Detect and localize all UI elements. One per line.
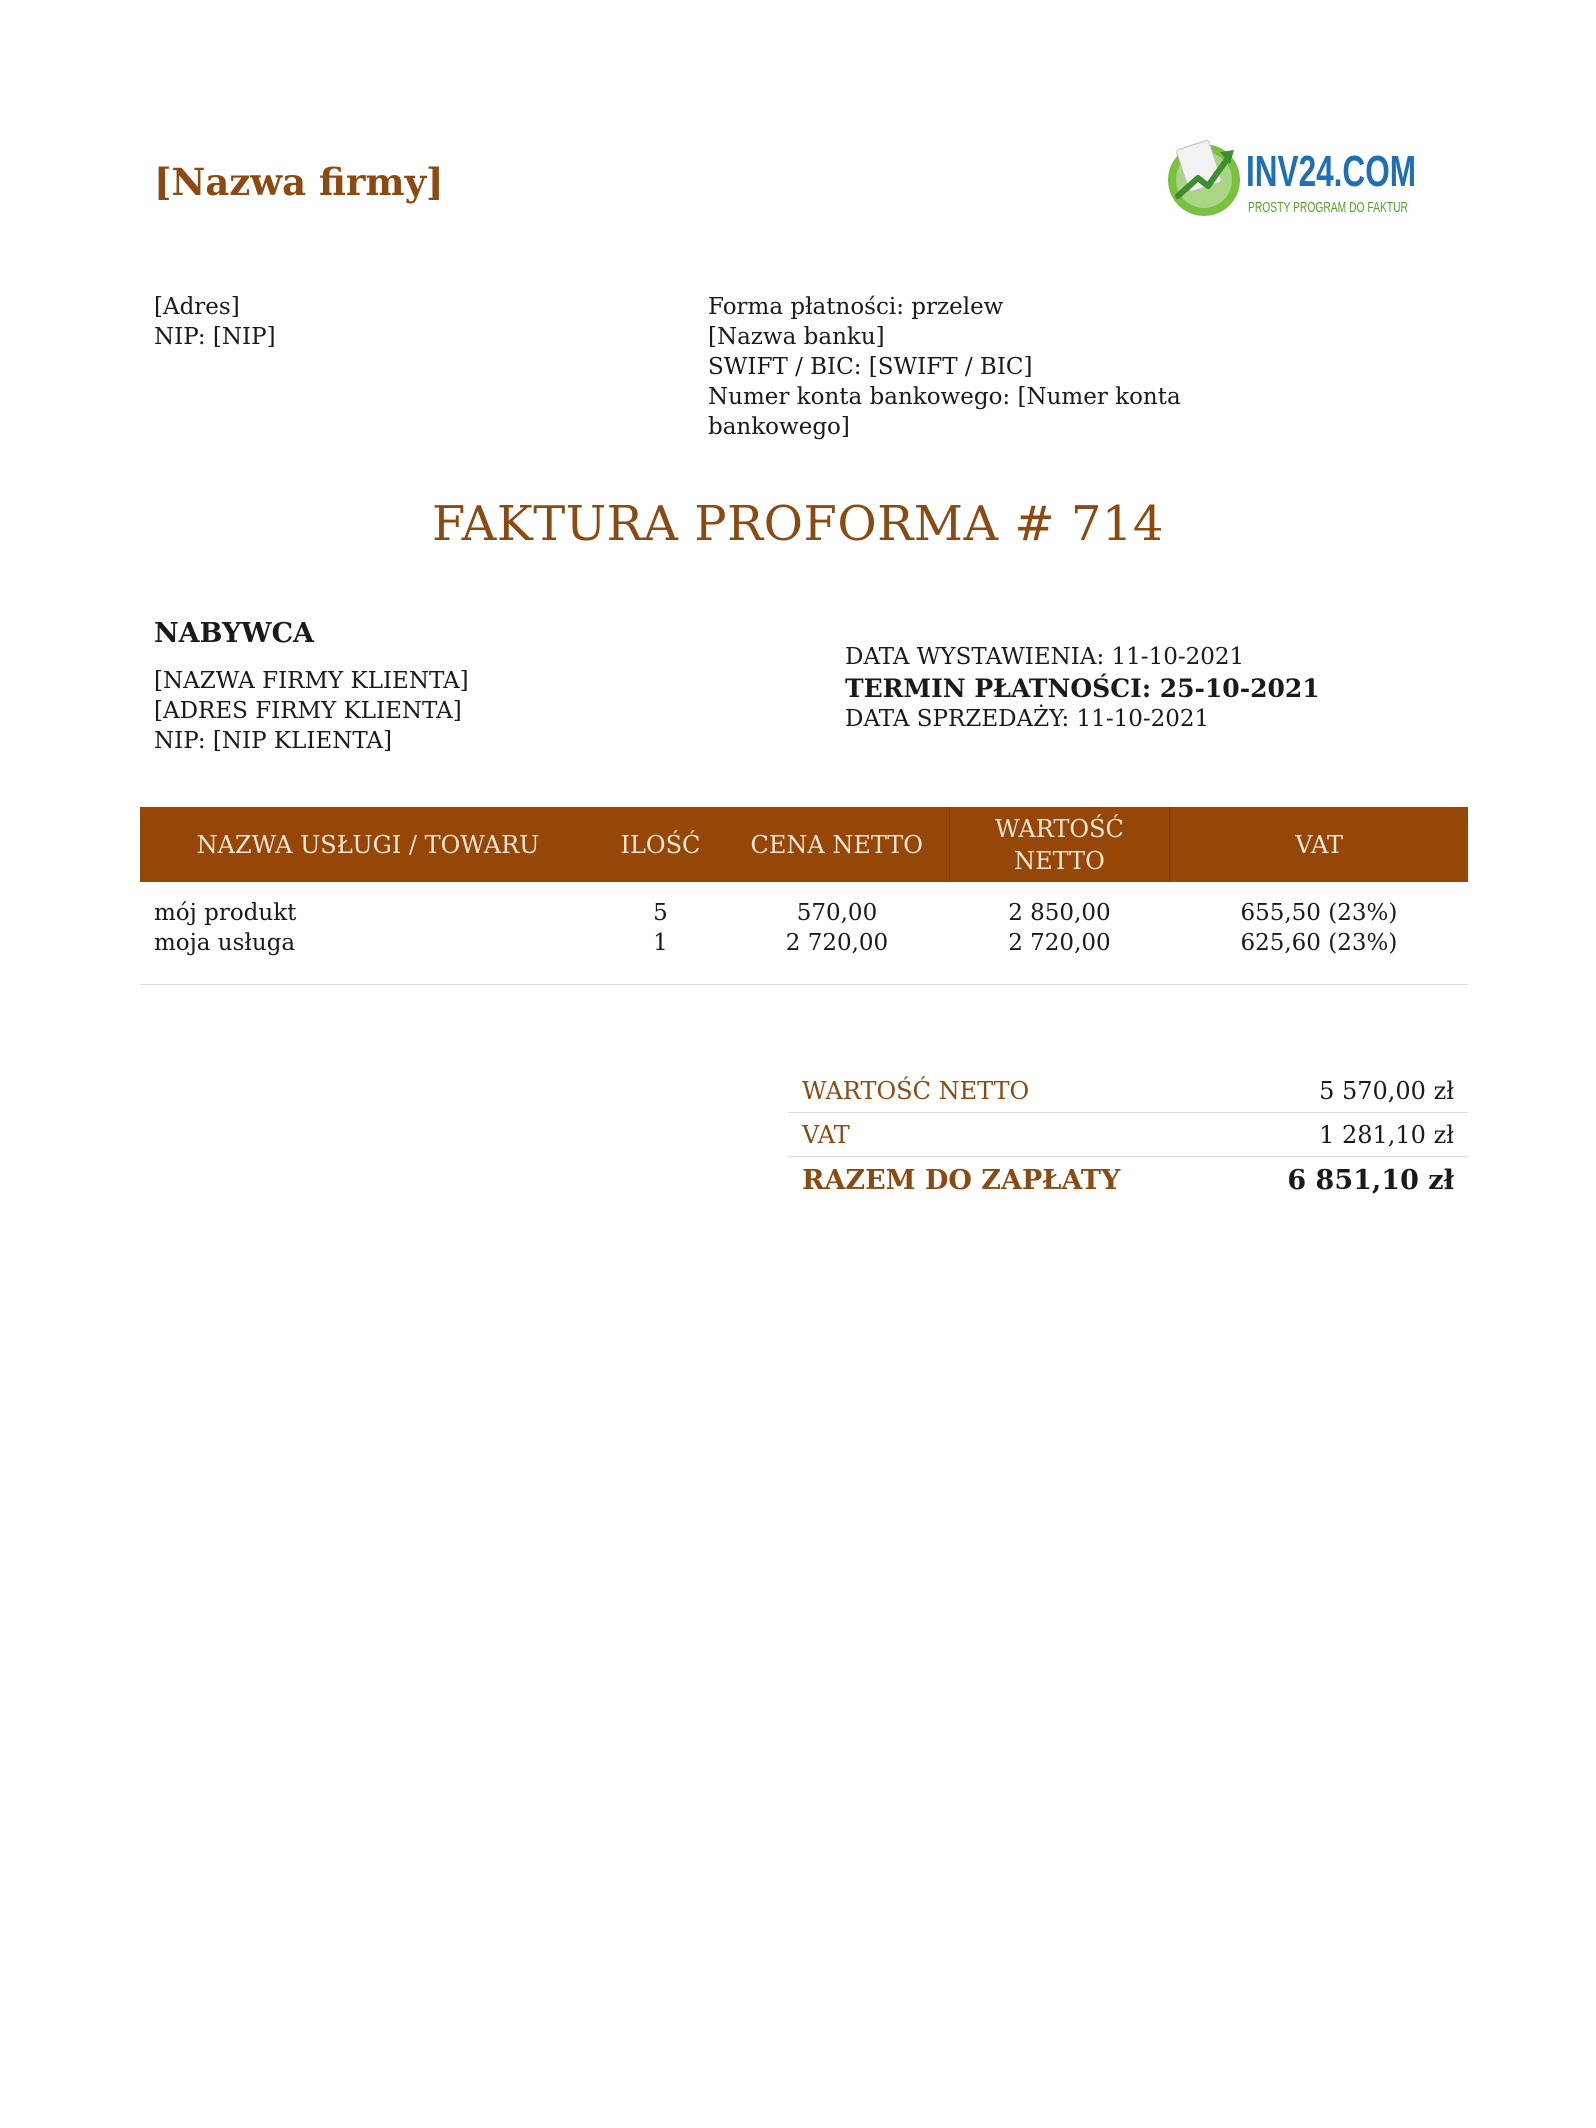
grand-total-value: 6 851,10 zł (1287, 1164, 1454, 1196)
buyer-address: [ADRES FIRMY KLIENTA] (154, 698, 462, 724)
column-header-quantity: ILOŚĆ (620, 830, 701, 859)
item-quantity: 5 (653, 900, 668, 926)
company-name: [Nazwa firmy] (154, 160, 444, 204)
vat-total-label: VAT (788, 1113, 1223, 1157)
seller-nip: NIP: [NIP] (154, 324, 276, 350)
item-name: moja usługa (140, 928, 596, 985)
column-header-net-price: CENA NETTO (750, 830, 923, 859)
logo-graphic (1162, 130, 1422, 226)
sale-date: DATA SPRZEDAŻY: 11-10-2021 (845, 706, 1210, 732)
logo-tagline-text: PROSTY PROGRAM DO FAKTUR (1248, 199, 1409, 216)
item-quantity: 1 (596, 928, 725, 985)
summary-row-vat (788, 1113, 1468, 1157)
column-header-name: NAZWA USŁUGI / TOWARU (196, 830, 540, 859)
issue-date: DATA WYSTAWIENIA: 11-10-2021 (845, 644, 1245, 670)
item-vat: 655,50 (23%) (1240, 900, 1398, 926)
due-date: TERMIN PŁATNOŚCI: 25-10-2021 (845, 674, 1320, 703)
seller-address: [Adres] (154, 294, 240, 320)
invoice-dates (845, 642, 1320, 735)
net-total-label: WARTOŚĆ NETTO (788, 1069, 1223, 1113)
summary-row-total (788, 1157, 1468, 1204)
column-header-vat: VAT (1295, 830, 1343, 859)
buyer-details (154, 666, 469, 756)
grand-total-label: RAZEM DO ZAPŁATY (802, 1164, 1121, 1196)
item-net-value: 2 720,00 (949, 928, 1170, 985)
item-net-price: 2 720,00 (725, 928, 949, 985)
inv24-logo (1162, 130, 1422, 226)
net-total-value: 5 570,00 zł (1223, 1069, 1468, 1113)
item-name: mój produkt (154, 900, 297, 926)
item-net-value: 2 850,00 (1008, 900, 1111, 926)
summary-row-net (788, 1069, 1468, 1113)
column-header-net-value: WARTOŚĆ NETTO (949, 807, 1170, 882)
swift-code: SWIFT / BIC: [SWIFT / BIC] (708, 354, 1033, 380)
buyer-heading: NABYWCA (154, 618, 315, 649)
seller-details (154, 292, 276, 352)
item-net-price: 570,00 (796, 900, 878, 926)
payment-method: Forma płatności: przelew (708, 294, 1004, 320)
bank-account: Numer konta bankowego: [Numer konta bankowego] (708, 384, 1181, 440)
table-row (140, 882, 1468, 928)
items-table (140, 807, 1468, 985)
buyer-name: [NAZWA FIRMY KLIENTA] (154, 668, 469, 694)
buyer-nip: NIP: [NIP KLIENTA] (154, 728, 393, 754)
item-vat: 625,60 (23%) (1170, 928, 1468, 985)
totals-summary (788, 1069, 1468, 1203)
table-row (140, 928, 1468, 985)
bank-name: [Nazwa banku] (708, 324, 885, 350)
table-header-row (140, 807, 1468, 882)
document-title: FAKTURA PROFORMA # 714 (432, 496, 1164, 552)
logo-brand-text: INV24.COM (1246, 147, 1416, 196)
vat-total-value: 1 281,10 zł (1223, 1113, 1468, 1157)
payment-details (708, 292, 1208, 442)
